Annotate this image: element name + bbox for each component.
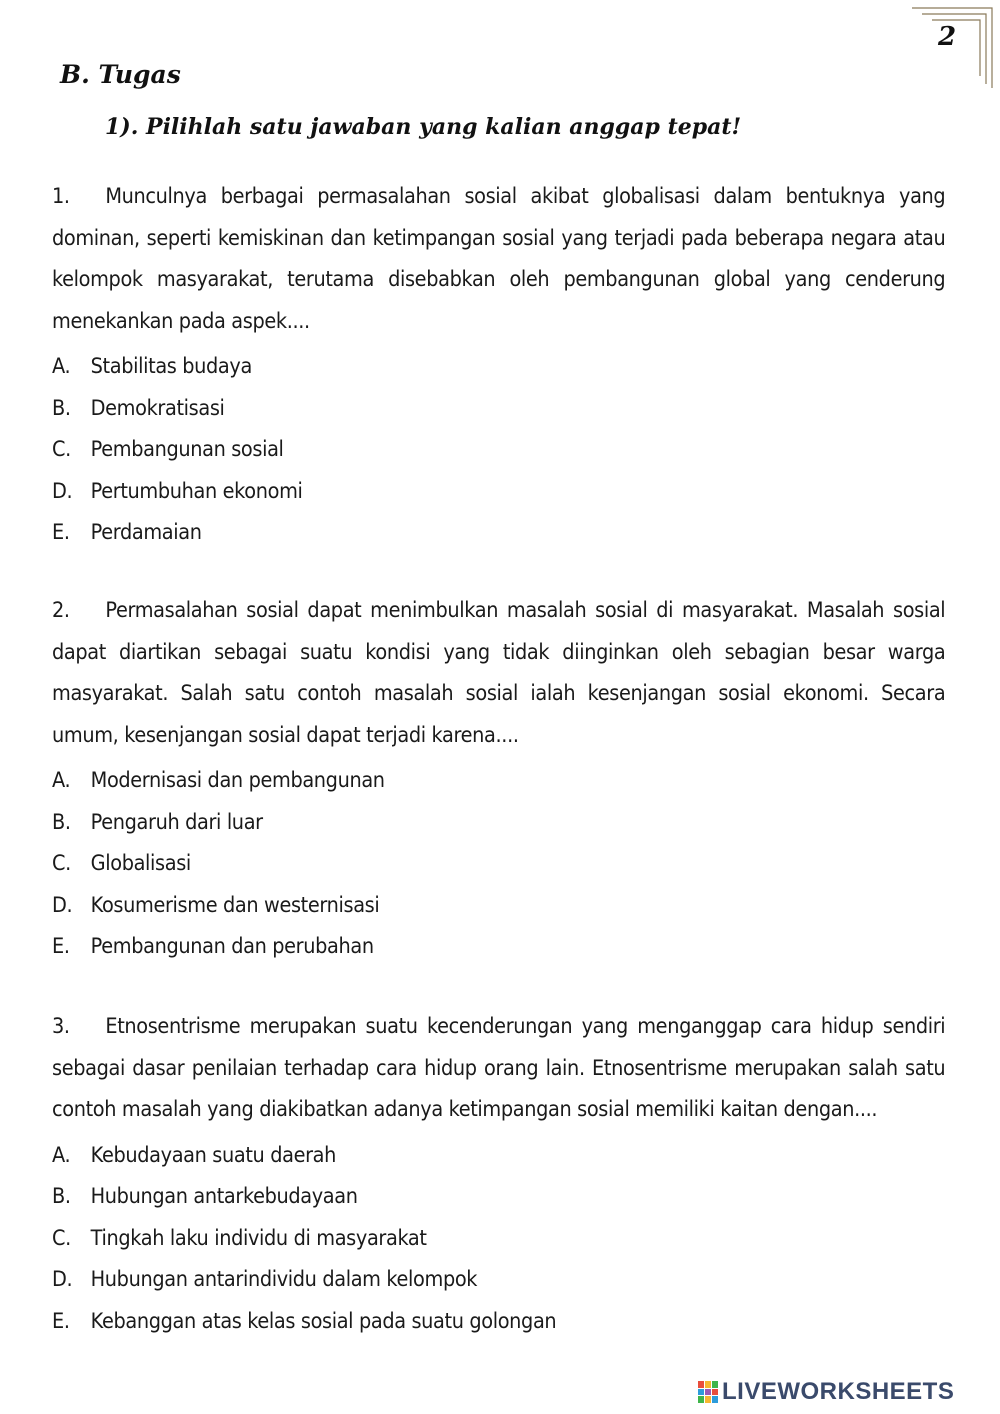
answer-options <box>52 1135 945 1343</box>
option-b[interactable] <box>52 802 874 844</box>
question-text: Permasalahan sosial dapat menimbulkan masalah sosial di masyarakat. Masalah sosial dapat diartikan sebagai suatu kondisi yang tidak diinginkan oleh sebagian besar warga masyarakat. Salah satu contoh masalah sosial ialah kesenjangan sosial ekonomi. Secara umum, kesenjangan sosial dapat terjadi karena.... <box>52 598 946 747</box>
option-letter: A. <box>52 1142 71 1167</box>
question-1 <box>52 176 945 554</box>
option-d[interactable] <box>52 471 874 513</box>
option-text: Pembangunan dan perubahan <box>90 934 374 958</box>
option-text: Demokratisasi <box>90 395 225 420</box>
option-letter: C. <box>52 1225 71 1250</box>
section-title: B. Tugas <box>60 60 181 89</box>
question-stem <box>52 176 945 342</box>
option-e[interactable] <box>52 926 874 968</box>
option-b[interactable] <box>52 1176 874 1218</box>
option-letter: E. <box>52 934 70 958</box>
option-text: Modernisasi dan pembangunan <box>90 768 385 792</box>
answer-options <box>52 760 945 968</box>
option-letter: E. <box>52 520 70 544</box>
option-a[interactable] <box>52 760 874 802</box>
option-letter: D. <box>52 478 73 503</box>
option-letter: E. <box>52 1308 70 1333</box>
option-a[interactable] <box>52 1135 874 1177</box>
question-text: Munculnya berbagai permasalahan sosial akibat globalisasi dalam bentuknya yang dominan, seperti kemiskinan dan ketimpangan sosial yang terjadi pada beberapa negara atau kelompok masyarakat, terutama disebabkan oleh pembangunan global yang cenderung menekankan pada aspek.... <box>52 184 946 333</box>
option-a[interactable] <box>52 346 874 388</box>
question-text: Etnosentrisme merupakan suatu kecenderungan yang menganggap cara hidup sendiri sebagai dasar penilaian terhadap cara hidup orang lain. Etnosentrisme merupakan salah satu contoh masalah yang diakibatkan adanya ketimpangan sosial memiliki kaitan dengan.... <box>52 1014 946 1121</box>
option-text: Perdamaian <box>90 520 202 544</box>
instruction-text: 1). Pilihlah satu jawaban yang kalian anggap tepat! <box>105 114 742 140</box>
question-stem <box>52 590 945 756</box>
option-letter: B. <box>52 395 71 420</box>
option-text: Stabilitas budaya <box>90 354 252 378</box>
liveworksheets-logo-icon <box>698 1381 718 1403</box>
option-text: Hubungan antarindividu dalam kelompok <box>90 1267 478 1291</box>
option-letter: B. <box>52 1184 71 1208</box>
option-c[interactable] <box>52 1218 874 1260</box>
option-letter: D. <box>52 1267 73 1291</box>
option-b[interactable] <box>52 388 874 430</box>
page-number: 2 <box>938 22 957 52</box>
option-letter: D. <box>52 892 73 917</box>
option-text: Kosumerisme dan westernisasi <box>90 892 380 917</box>
option-text: Tingkah laku individu di masyarakat <box>90 1225 427 1250</box>
answer-options <box>52 346 945 554</box>
option-letter: C. <box>52 437 71 461</box>
question-number: 1. <box>52 184 70 208</box>
question-2 <box>52 590 945 968</box>
option-text: Pertumbuhan ekonomi <box>90 478 303 503</box>
option-text: Kebudayaan suatu daerah <box>90 1142 337 1167</box>
option-text: Pengaruh dari luar <box>90 809 263 834</box>
option-letter: C. <box>52 851 71 875</box>
option-c[interactable] <box>52 843 874 885</box>
option-letter: B. <box>52 809 71 834</box>
option-text: Hubungan antarkebudayaan <box>90 1184 358 1208</box>
question-number: 2. <box>52 598 70 622</box>
option-text: Kebanggan atas kelas sosial pada suatu golongan <box>90 1308 557 1333</box>
option-e[interactable] <box>52 1301 874 1343</box>
option-letter: A. <box>52 768 71 792</box>
question-stem <box>52 1006 945 1131</box>
question-number: 3. <box>52 1014 70 1038</box>
option-text: Globalisasi <box>90 851 191 875</box>
option-c[interactable] <box>52 429 874 471</box>
option-d[interactable] <box>52 1259 874 1301</box>
liveworksheets-brand <box>698 1378 954 1406</box>
brand-name: LIVEWORKSHEETS <box>722 1378 955 1405</box>
option-d[interactable] <box>52 885 874 927</box>
question-3 <box>52 1006 945 1342</box>
option-text: Pembangunan sosial <box>90 437 284 461</box>
option-letter: A. <box>52 354 71 378</box>
option-e[interactable] <box>52 512 874 554</box>
